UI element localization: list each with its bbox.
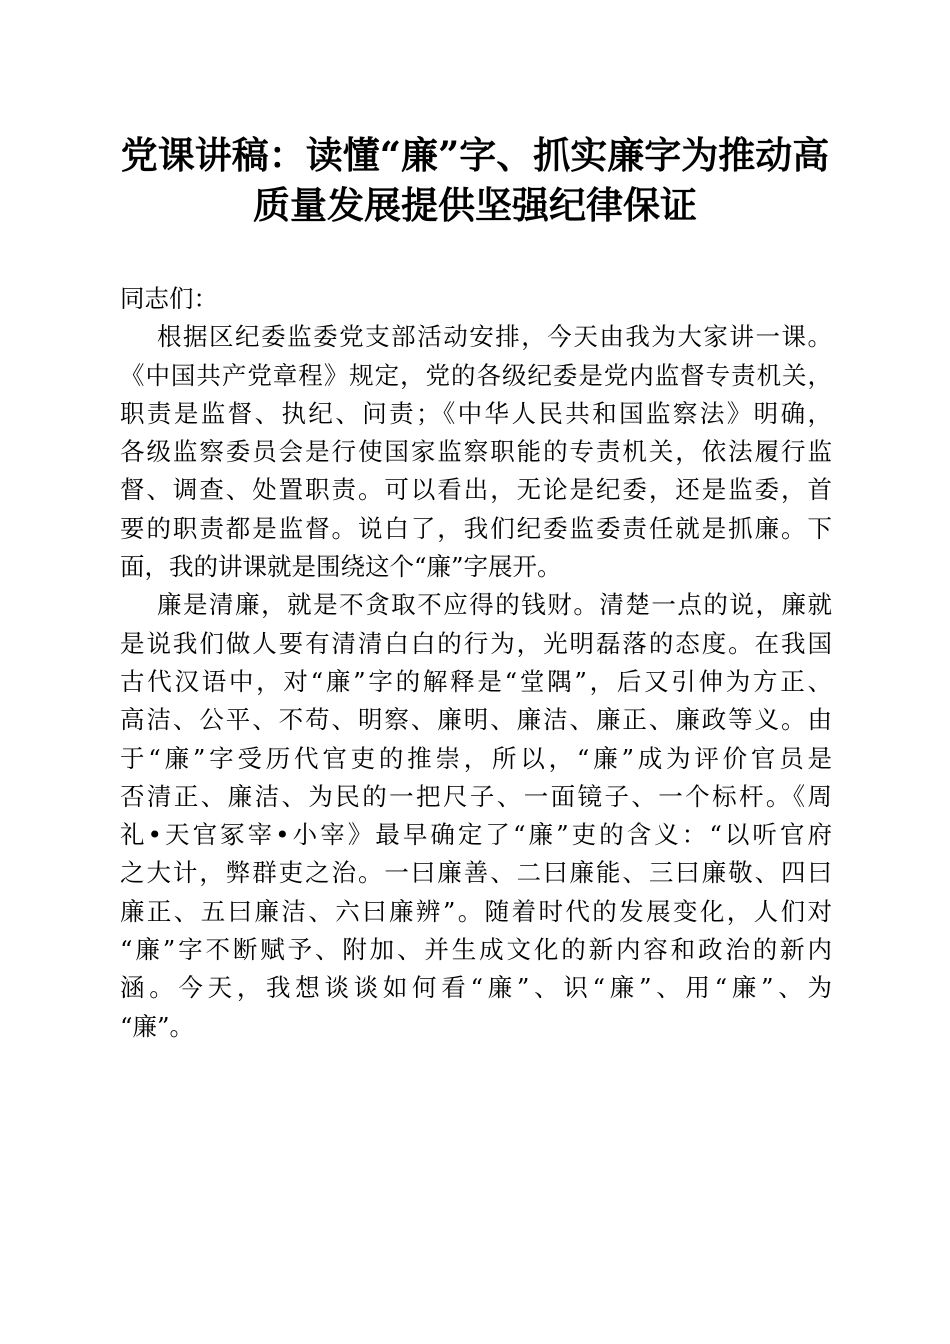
- text-line: 涵。今天，我想谈谈如何看“廉”、识“廉”、用“廉”、为: [120, 973, 832, 1003]
- title-line: 党课讲稿：读懂“廉”字、抓实廉字为推动高: [120, 133, 830, 177]
- text-line: 于“廉”字受历代官吏的推崇，所以，“廉”成为评价官员是: [120, 743, 832, 773]
- paragraph-2: [120, 586, 832, 1046]
- text-line: 之大计，弊群吏之治。一曰廉善、二曰廉能、三曰廉敬、四曰: [120, 858, 832, 888]
- text-line: 廉是清廉，就是不贪取不应得的钱财。清楚一点的说，廉就: [157, 590, 832, 620]
- text-line: 职责是监督、执纪、问责；《中华人民共和国监察法》明确，: [120, 398, 832, 428]
- text-line: 否清正、廉洁、为民的一把尺子、一面镜子、一个标杆。《周: [120, 781, 832, 811]
- text-line: 古代汉语中，对“廉”字的解释是“堂隅”，后又引伸为方正、: [120, 666, 832, 696]
- text-line: 要的职责都是监督。说白了，我们纪委监委责任就是抓廉。下: [120, 513, 832, 543]
- text-line: “廉”。: [120, 1011, 195, 1041]
- document-body: [120, 280, 832, 1046]
- paragraph-1: [120, 318, 832, 586]
- text-line: 各级监察委员会是行使国家监察职能的专责机关，依法履行监: [120, 437, 832, 467]
- text-line: 是说我们做人要有清清白白的行为，光明磊落的态度。在我国: [120, 628, 832, 658]
- text-line: 根据区纪委监委党支部活动安排，今天由我为大家讲一课。: [157, 322, 832, 352]
- text-line: 《中国共产党章程》规定，党的各级纪委是党内监督专责机关，: [120, 360, 832, 390]
- text-line: 礼•天官冢宰•小宰》最早确定了“廉”吏的含义：“以听官府: [120, 820, 832, 850]
- text-line: “廉”字不断赋予、附加、并生成文化的新内容和政治的新内: [120, 935, 832, 965]
- text-line: 高洁、公平、不苟、明察、廉明、廉洁、廉正、廉政等义。由: [120, 705, 832, 735]
- title-line: 质量发展提供坚强纪律保证: [253, 183, 697, 227]
- text-line: 督、调查、处置职责。可以看出，无论是纪委，还是监委，首: [120, 475, 832, 505]
- salutation: 同志们：: [120, 284, 218, 313]
- text-line: 廉正、五曰廉洁、六曰廉辨”。随着时代的发展变化，人们对: [120, 896, 832, 926]
- document-title: [100, 130, 850, 230]
- text-line: 面，我的讲课就是围绕这个“廉”字展开。: [120, 552, 562, 582]
